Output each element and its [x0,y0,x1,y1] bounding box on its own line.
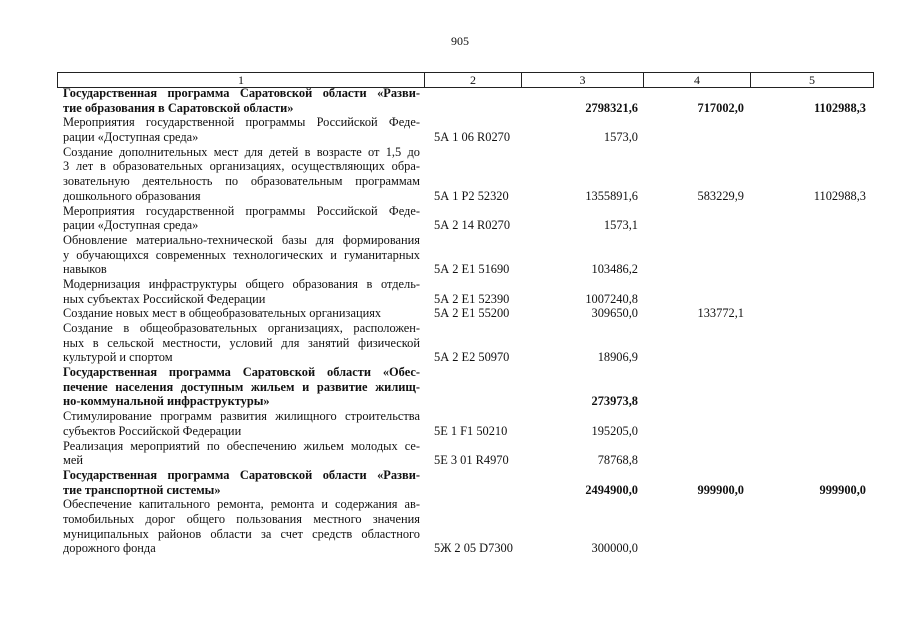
description-line: Создание новых мест в общеобразовательных организациях [63,306,382,321]
table-row [0,277,905,306]
row-code: 5А 2 E1 52390 [434,291,510,306]
table-row [0,321,905,365]
description-line: Обеспечение капитального ремонта, ремонта и содержания ав- [63,497,420,512]
description-line: мей [63,453,83,468]
row-code: 5Е 3 01 R4970 [434,453,509,468]
row-value-col3: 2798321,6 [585,100,638,115]
program-row [0,468,905,497]
description-line: у обучающихся современных технологических и гуманитарных [63,247,420,262]
row-code: 5Ж 2 05 D7300 [434,541,513,556]
row-value-col4: 583229,9 [697,188,744,203]
row-value-col3: 78768,8 [597,453,638,468]
table-row [0,409,905,438]
description-line: томобильных дорог общего пользования местного значения [63,511,420,526]
row-value-col3: 300000,0 [591,541,638,556]
row-description [63,468,420,497]
table-row [0,306,905,321]
row-code: 5Е 1 F1 50210 [434,423,508,438]
table-row [0,204,905,233]
description-line: Создание в общеобразовательных организациях, расположен- [63,321,420,335]
row-description [63,204,420,233]
row-code: 5А 1 06 R0270 [434,130,511,145]
row-description [63,86,420,115]
row-description [63,321,420,365]
description-line: дорожного фонда [63,541,156,556]
table-row [0,233,905,277]
description-line: муниципальных районов области за счет средств областного [63,526,420,541]
row-value-col4: 717002,0 [697,100,744,115]
description-line: печение населения доступным жильем и развитие жилищ- [63,379,420,394]
description-line: субъектов Российской Федерации [63,423,242,438]
description-line: культурой и спортом [63,350,173,365]
description-line: зовательную деятельность по образовательным программам [63,174,420,189]
description-line: но-коммунальной инфраструктуры» [63,394,270,409]
row-description [63,439,420,468]
program-row [0,365,905,409]
row-code: 5А 1 P2 52320 [434,188,509,203]
row-value-col4: 999900,0 [697,482,744,497]
description-line: Стимулирование программ развития жилищного строительства [63,409,420,424]
description-line: ных субъектах Российской Федерации [63,291,266,306]
row-value-col3: 2494900,0 [585,482,638,497]
row-value-col3: 273973,8 [591,394,638,409]
row-description [63,365,420,409]
table-row [0,439,905,468]
description-line: Реализация мероприятий по обеспечению жильем молодых се- [63,438,420,453]
row-value-col5: 999900,0 [819,482,866,497]
table-row [0,145,905,204]
description-line: дошкольного образования [63,188,201,203]
row-value-col3: 1355891,6 [585,188,638,203]
header-col-4: 4 [644,73,751,87]
row-description [63,409,420,438]
header-col-2: 2 [425,73,522,87]
description-line: навыков [63,262,107,277]
row-code: 5А 2 E2 50970 [434,350,510,365]
description-line: 3 лет в образовательных организациях, осуществляющих обра- [63,159,420,174]
row-value-col3: 103486,2 [591,262,638,277]
description-line: Мероприятия государственной программы Российской Феде- [63,203,420,218]
description-line: тие транспортной системы» [63,482,221,497]
header-col-1: 1 [58,73,425,87]
header-col-5: 5 [809,73,815,87]
description-line: Государственная программа Саратовской области «Разви- [63,86,420,100]
row-description [63,115,420,144]
row-value-col3: 1573,0 [603,130,638,145]
row-value-col3: 1007240,8 [585,291,638,306]
program-row [0,86,905,115]
description-line: Государственная программа Саратовской области «Обес- [63,365,420,380]
row-value-col5: 1102988,3 [814,100,866,115]
row-description [63,497,420,556]
row-description [63,233,420,277]
row-value-col3: 18906,9 [597,350,638,365]
description-line: тие образования в Саратовской области» [63,100,294,115]
description-line: Создание дополнительных мест для детей в возрасте от 1,5 до [63,144,420,159]
table-row [0,115,905,144]
row-value-col5: 1102988,3 [813,188,866,203]
table-body [0,86,905,556]
row-description [63,145,420,204]
row-description [63,277,420,306]
description-line: рации «Доступная среда» [63,218,199,233]
header-col-3: 3 [522,73,644,87]
description-line: Мероприятия государственной программы Российской Феде- [63,115,420,130]
row-code: 5А 2 E1 51690 [434,262,510,277]
row-value-col3: 309650,0 [591,306,638,321]
page-number: 905 [451,34,469,48]
row-value-col3: 195205,0 [591,423,638,438]
row-description [63,306,420,321]
description-line: Государственная программа Саратовской области «Разви- [63,467,420,482]
description-line: ных в сельской местности, условий для занятий физической [63,335,420,350]
description-line: Модернизация инфраструктуры общего образования в отдель- [63,276,420,291]
row-value-col4: 133772,1 [697,306,744,321]
row-code: 5А 2 14 R0270 [434,218,511,233]
description-line: рации «Доступная среда» [63,130,199,145]
description-line: Обновление материально-технической базы для формирования [63,232,420,247]
row-code: 5А 2 E1 55200 [434,306,510,321]
table-row [0,497,905,556]
row-value-col3: 1573,1 [603,218,638,233]
